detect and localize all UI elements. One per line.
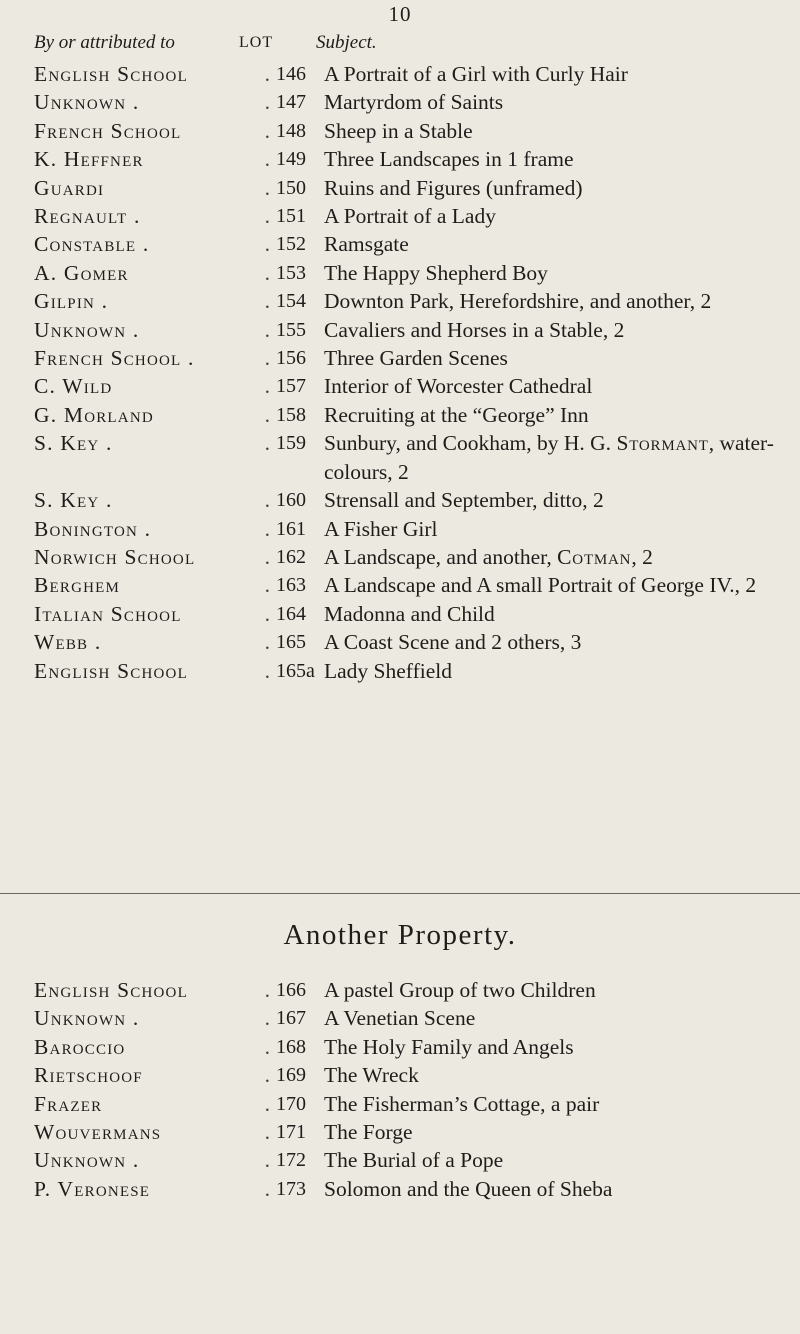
artist-name: C. Wild [34, 374, 113, 399]
subject-main: Sunbury, and Cookham, by H. G. [324, 431, 612, 456]
subject-text [324, 628, 794, 656]
catalogue-row [0, 1090, 800, 1118]
subject-main: A Coast Scene and 2 others, 3 [324, 630, 582, 655]
subject-main: The Fisherman’s Cottage, a pair [324, 1091, 600, 1116]
catalogue-row [0, 88, 800, 116]
subject-main: Sheep in a Stable [324, 118, 473, 143]
catalogue-row [0, 1175, 800, 1203]
catalogue-row [0, 515, 800, 543]
lot-number: 153 [276, 261, 306, 284]
lot-number: 157 [276, 375, 306, 398]
subject-main: The Happy Shepherd Boy [324, 260, 548, 285]
leader-dot: . [264, 978, 270, 1002]
subject-main: The Holy Family and Angels [324, 1034, 574, 1059]
subject-artist-name: Cotman [557, 544, 632, 569]
catalogue-row [0, 1061, 800, 1089]
subject-text [324, 174, 794, 202]
catalogue-row [0, 117, 800, 145]
leader-dot: . [264, 90, 270, 115]
leader-dot: . [264, 1148, 270, 1173]
subject-main: Cavaliers and Horses in a Stable, 2 [324, 317, 625, 342]
lot-column-heading: LOT [239, 34, 274, 51]
leader-dot: . [264, 544, 270, 569]
artist-name: French School . [34, 346, 195, 371]
artist-name: Italian School [34, 601, 182, 626]
catalogue-row [0, 60, 800, 88]
lot-number: 172 [276, 1149, 306, 1172]
artist-name: S. Key . [34, 431, 113, 456]
catalogue-row [0, 628, 800, 656]
subject-main: A Landscape, and another, [324, 544, 552, 569]
subject-text [324, 1146, 794, 1174]
artist-column-heading: By or attributed to [34, 32, 175, 53]
lot-number: 156 [276, 347, 306, 370]
artist-name: S. Key . [34, 488, 113, 513]
artist-name: English School [34, 978, 188, 1002]
subject-text [324, 344, 794, 372]
artist-name: Unknown . [34, 90, 140, 115]
artist-name: English School [34, 62, 188, 86]
subject-main: The Forge [324, 1120, 413, 1145]
leader-dot: . [264, 488, 270, 513]
lot-number: 152 [276, 233, 306, 256]
subject-text [324, 145, 794, 173]
artist-name: English School [34, 658, 188, 683]
lot-number: 155 [276, 318, 306, 341]
leader-dot: . [264, 516, 270, 541]
lot-number: 147 [276, 91, 306, 114]
lot-number: 168 [276, 1035, 306, 1058]
leader-dot: . [264, 1091, 270, 1116]
subject-text [324, 316, 794, 344]
subject-text [324, 259, 794, 287]
leader-dot: . [264, 260, 270, 285]
subject-main: Three Garden Scenes [324, 346, 508, 371]
lot-number: 154 [276, 290, 306, 313]
subject-text [324, 543, 794, 571]
subject-text [324, 117, 794, 145]
leader-dot: . [264, 346, 270, 371]
subject-text [324, 60, 794, 88]
catalogue-row [0, 259, 800, 287]
catalogue-row [0, 600, 800, 628]
lot-number: 170 [276, 1092, 306, 1115]
artist-name: French School [34, 118, 182, 143]
leader-dot: . [264, 601, 270, 626]
catalogue-row [0, 1033, 800, 1061]
lot-number: 158 [276, 403, 306, 426]
lot-number: 151 [276, 205, 306, 228]
leader-dot: . [264, 431, 270, 456]
leader-dot: . [264, 1176, 270, 1201]
subject-text [324, 401, 794, 429]
artist-name: Baroccio [34, 1034, 126, 1059]
subject-text [324, 486, 794, 514]
subject-text [324, 1090, 794, 1118]
subject-main: Three Landscapes in 1 frame [324, 147, 574, 172]
artist-name: Bonington . [34, 516, 152, 541]
artist-name: Guardi [34, 175, 105, 200]
catalogue-row [0, 316, 800, 344]
leader-dot: . [264, 658, 270, 683]
artist-name: Berghem [34, 573, 121, 598]
catalogue-row [0, 429, 800, 486]
leader-dot: . [264, 317, 270, 342]
catalogue-row [0, 401, 800, 429]
subject-main: Solomon and the Queen of Sheba [324, 1176, 613, 1201]
lot-number: 149 [276, 148, 306, 171]
artist-name: G. Morland [34, 402, 154, 427]
subject-main: The Wreck [324, 1063, 419, 1088]
lot-number: 165a [276, 659, 315, 682]
subject-text [324, 1061, 794, 1089]
subject-main: A Venetian Scene [324, 1006, 476, 1031]
leader-dot: . [264, 118, 270, 143]
leader-dot: . [264, 402, 270, 427]
subject-main: Ruins and Figures (unframed) [324, 175, 583, 200]
lot-number: 163 [276, 574, 306, 597]
subject-text [324, 1033, 794, 1061]
leader-dot: . [264, 62, 270, 86]
catalogue-row [0, 145, 800, 173]
artist-name: Regnault . [34, 204, 141, 229]
subject-main: Downton Park, Herefordshire, and another, 2 [324, 289, 712, 314]
leader-dot: . [264, 289, 270, 314]
subject-main: Madonna and Child [324, 601, 495, 626]
artist-name: Unknown . [34, 1148, 140, 1173]
subject-main: A Landscape and A small Portrait of George IV., 2 [324, 573, 757, 598]
lot-number: 160 [276, 489, 306, 512]
subject-main: Recruiting at the “George” Inn [324, 402, 589, 427]
subject-text [324, 230, 794, 258]
lot-number: 159 [276, 432, 306, 455]
subject-main: A Portrait of a Lady [324, 204, 496, 229]
leader-dot: . [264, 630, 270, 655]
lot-number: 166 [276, 979, 306, 1001]
lot-number: 164 [276, 602, 306, 625]
lot-number: 150 [276, 176, 306, 199]
lot-number: 173 [276, 1177, 306, 1200]
subject-text [324, 1175, 794, 1203]
subject-text [324, 88, 794, 116]
leader-dot: . [264, 1034, 270, 1059]
artist-name: Unknown . [34, 1006, 140, 1031]
leader-dot: . [264, 1006, 270, 1031]
catalogue-row [0, 372, 800, 400]
artist-name: Gilpin . [34, 289, 109, 314]
subject-main: Martyrdom of Saints [324, 90, 504, 115]
artist-name: Frazer [34, 1091, 103, 1116]
subject-text [324, 571, 794, 599]
artist-name: Webb . [34, 630, 102, 655]
subject-main: A Portrait of a Girl with Curly Hair [324, 62, 628, 86]
catalogue-row [0, 174, 800, 202]
subject-main: Interior of Worcester Cathedral [324, 374, 593, 399]
subject-main: The Burial of a Pope [324, 1148, 504, 1173]
subject-text [324, 372, 794, 400]
subject-tail: , water-colours, 2 [324, 431, 774, 484]
catalogue-row [0, 1118, 800, 1146]
subject-text [324, 429, 794, 486]
catalogue-section-1 [0, 60, 800, 685]
artist-name: P. Veronese [34, 1176, 151, 1201]
catalogue-row [0, 1004, 800, 1032]
artist-name: Unknown . [34, 317, 140, 342]
subject-text [324, 515, 794, 543]
leader-dot: . [264, 1120, 270, 1145]
catalogue-section-2 [0, 976, 800, 1203]
catalogue-row [0, 543, 800, 571]
column-headings [0, 32, 800, 58]
subject-column-heading: Subject. [316, 32, 377, 53]
catalogue-row [0, 486, 800, 514]
subject-text [324, 600, 794, 628]
leader-dot: . [264, 1063, 270, 1088]
subject-text [324, 657, 794, 685]
subject-text [324, 976, 794, 1004]
leader-dot: . [264, 175, 270, 200]
artist-name: Wouvermans [34, 1120, 162, 1145]
catalogue-row [0, 202, 800, 230]
lot-number: 165 [276, 631, 306, 654]
lot-number: 146 [276, 63, 306, 85]
catalogue-row [0, 976, 800, 1004]
subject-main: Lady Sheffield [324, 658, 452, 683]
subject-main: Ramsgate [324, 232, 409, 257]
lot-number: 171 [276, 1121, 306, 1144]
leader-dot: . [264, 147, 270, 172]
subject-tail: , 2 [631, 544, 653, 569]
leader-dot: . [264, 232, 270, 257]
page-number: 10 [388, 2, 412, 26]
subject-text [324, 1004, 794, 1032]
catalogue-row [0, 230, 800, 258]
subject-text [324, 287, 794, 315]
catalogue-row [0, 344, 800, 372]
catalogue-row [0, 657, 800, 685]
artist-name: K. Heffner [34, 147, 144, 172]
subject-main: A Fisher Girl [324, 516, 438, 541]
lot-number: 169 [276, 1064, 306, 1087]
artist-name: A. Gomer [34, 260, 129, 285]
leader-dot: . [264, 374, 270, 399]
catalogue-row [0, 287, 800, 315]
section-divider [0, 893, 800, 894]
artist-name: Norwich School [34, 544, 196, 569]
lot-number: 162 [276, 545, 306, 568]
lot-number: 167 [276, 1007, 306, 1030]
leader-dot: . [264, 573, 270, 598]
subject-main: Strensall and September, ditto, 2 [324, 488, 604, 513]
artist-name: Rietschoof [34, 1063, 143, 1088]
subject-text [324, 1118, 794, 1146]
another-property-heading: Another Property. [283, 919, 517, 951]
subject-artist-name: Stormant [616, 431, 709, 456]
subject-main: A pastel Group of two Children [324, 978, 596, 1002]
lot-number: 161 [276, 517, 306, 540]
leader-dot: . [264, 204, 270, 229]
lot-number: 148 [276, 119, 306, 142]
artist-name: Constable . [34, 232, 150, 257]
subject-text [324, 202, 794, 230]
catalogue-row [0, 1146, 800, 1174]
catalogue-row [0, 571, 800, 599]
